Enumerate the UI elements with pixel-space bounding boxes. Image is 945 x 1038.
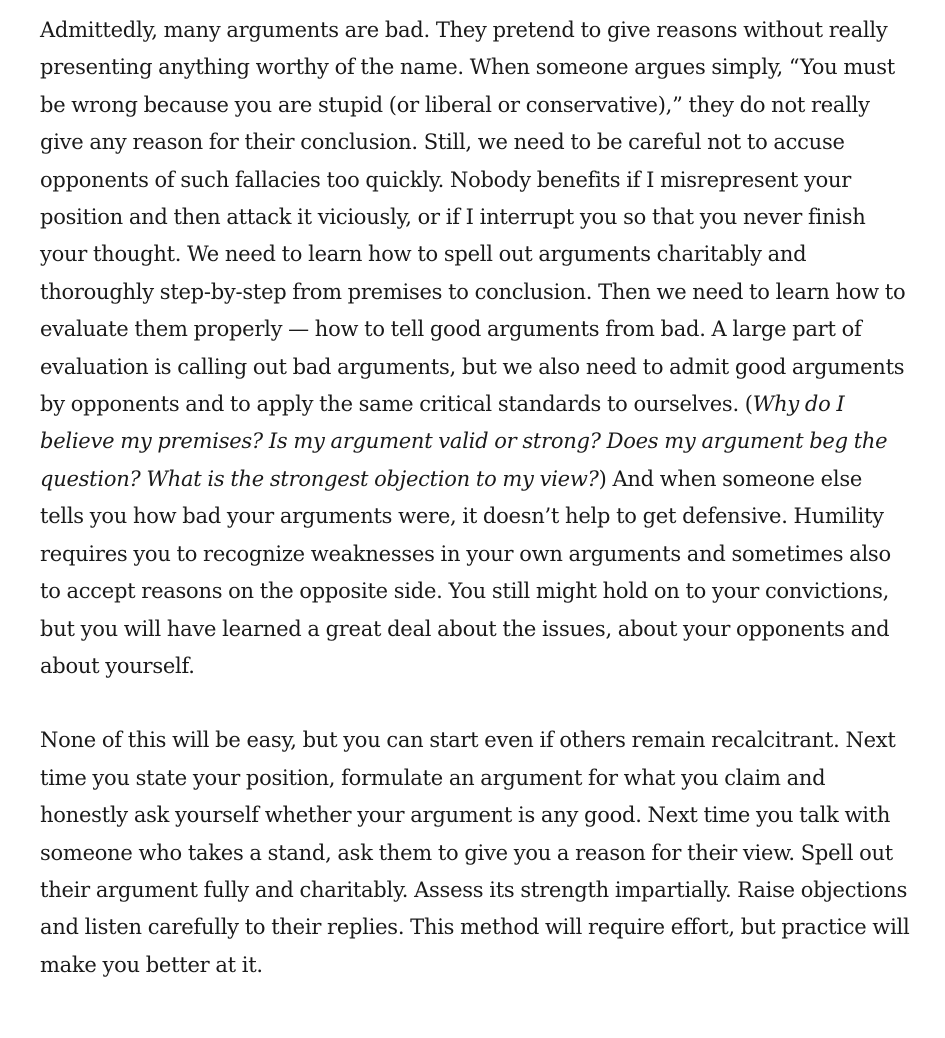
paragraph-1-text-start: Admittedly, many arguments are bad. They pretend to give reasons without really presenting anything worthy of the name. When someone argues simply, “You must be wrong because you are stupid (or liberal or conservative),” they do not really give any reason for their conclusion. Still, we need to be careful not to accuse opponents of such fallacies too quickly. Nobody benefits if I misrepresent your position and then attack it viciously, or if I interrupt you so that you never finish your thought. We need to learn how to spell out arguments charitably and thoroughly step-by-step from premises to conclusion. Then we need to learn how to evaluate them properly — how to tell good arguments from bad. A large part of evaluation is calling out bad arguments, but we also need to admit good arguments by opponents and to apply the same critical standards to ourselves. ( <box>40 18 906 417</box>
paragraph-2: None of this will be easy, but you can start even if others remain recalcitrant. Next time you state your position, formulate an argument for what you claim and honestly ask yourself whether your argument is any good. Next time you talk with someone who takes a stand, ask them to give you a reason for their view. Spell out their argument fully and charitably. Assess its strength impartially. Raise objections and listen carefully to their replies. This method will require effort, but practice will make you better at it. <box>40 728 910 977</box>
paragraph-1-italic-questions: Why do I believe my premises? Is my argument valid or strong? Does my argument beg the question? What is the strongest objection to my view? <box>40 392 888 491</box>
paragraph-1-text-end: ) And when someone else tells you how bad your arguments were, it doesn’t help to get defensive. Humility requires you to recognize weaknesses in your own arguments and sometimes also to accept reasons on the opposite side. You still might hold on to your convictions, but you will have learned a great deal about the issues, about your opponents and about yourself. <box>40 466 891 678</box>
paragraph-1 <box>40 12 910 685</box>
article-body <box>40 12 910 984</box>
